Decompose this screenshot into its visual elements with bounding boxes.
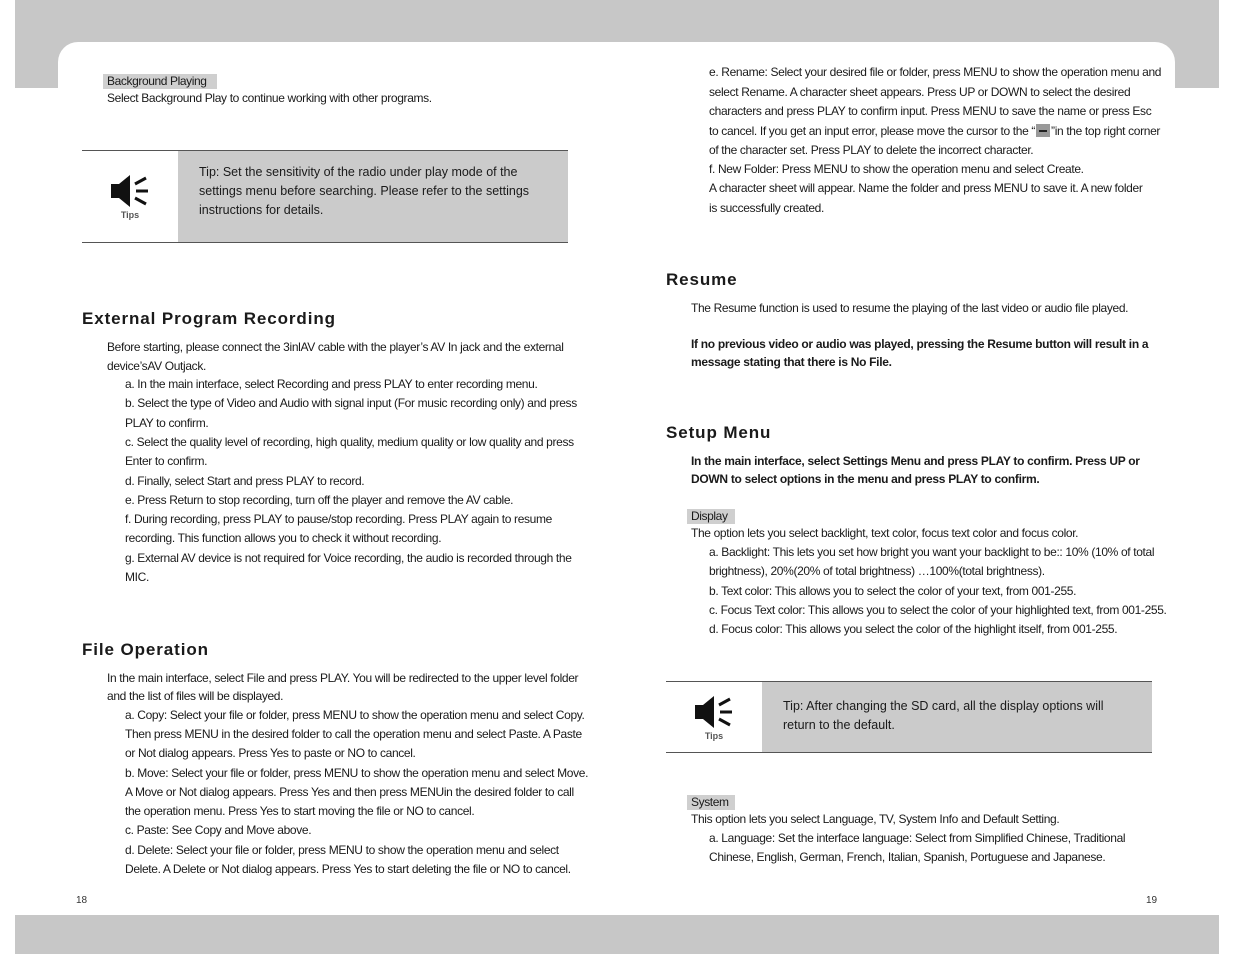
new-folder-line: f. New Folder: Press MENU to show the operation menu and select Create. <box>709 162 1084 176</box>
rename-text-part: ”in the top right corner <box>1051 124 1161 138</box>
setup-intro: DOWN to select options in the menu and press PLAY to confirm. <box>691 472 1040 486</box>
tip-text <box>762 682 1152 752</box>
file-line: b. Move: Select your file or folder, press MENU to show the operation menu and select Move. <box>125 766 589 780</box>
file-line: the operation menu. Press Yes to start moving the file or NO to cancel. <box>125 804 475 818</box>
ext-line: a. In the main interface, select Recording and press PLAY to enter recording menu. <box>125 377 538 391</box>
ext-line: c. Select the quality level of recording, high quality, medium quality or low quality and press <box>125 435 574 449</box>
ext-line: MIC. <box>125 570 149 584</box>
display-line: c. Focus Text color: This allows you to select the color of your highlighted text, from 001-255. <box>709 603 1167 617</box>
file-operation-heading: File Operation <box>82 640 209 659</box>
ext-line: Before starting, please connect the 3inlAV cable with the player’s AV In jack and the external <box>107 340 564 354</box>
display-tag: Display <box>687 509 735 524</box>
resume-heading: Resume <box>666 270 738 289</box>
system-line: This option lets you select Language, TV, System Info and Default Setting. <box>691 812 1060 826</box>
rename-line-cursor <box>709 122 1160 141</box>
tips-label: Tips <box>704 730 724 741</box>
tip-text <box>178 151 568 242</box>
rename-line: e. Rename: Select your desired file or folder, press MENU to show the operation menu and <box>709 65 1162 79</box>
file-line: or Not dialog appears. Press Yes to paste or NO to cancel. <box>125 746 416 760</box>
file-line: In the main interface, select File and press PLAY. You will be redirected to the upper level folder <box>107 671 579 685</box>
ext-line: e. Press Return to stop recording, turn off the player and remove the AV cable. <box>125 493 514 507</box>
tip-line: settings menu before searching. Please refer to the settings <box>199 184 530 198</box>
external-recording-heading: External Program Recording <box>82 309 336 328</box>
system-line: Chinese, English, German, French, Italian, Spanish, Portuguese and Japanese. <box>709 850 1106 864</box>
tip-icon-block <box>82 151 178 242</box>
display-line: d. Focus color: This allows you select the color of the highlight itself, from 001-255. <box>709 622 1118 636</box>
file-line: A Move or Not dialog appears. Press Yes and then press MENUin the desired folder to call <box>125 785 574 799</box>
file-line: c. Paste: See Copy and Move above. <box>125 823 312 837</box>
new-folder-line: is successfully created. <box>709 201 824 215</box>
ext-line: device’sAV Outjack. <box>107 359 206 373</box>
system-line: a. Language: Set the interface language: Select from Simplified Chinese, Traditional <box>709 831 1126 845</box>
ext-line: f. During recording, press PLAY to pause/stop recording. Press PLAY again to resume <box>125 512 552 526</box>
display-line: The option lets you select backlight, text color, focus text color and focus color. <box>691 526 1079 540</box>
file-line: a. Copy: Select your file or folder, press MENU to show the operation menu and select Copy. <box>125 708 585 722</box>
tip-icon-block <box>666 682 762 752</box>
rename-text-part: to cancel. If you get an input error, please move the cursor to the “ <box>709 124 1036 138</box>
tips-label: Tips <box>120 210 140 220</box>
rename-line: characters and press PLAY to confirm input. Press MENU to save the name or press Esc <box>709 104 1152 118</box>
ext-line: recording. This function allows you to check it without recording. <box>125 531 442 545</box>
speaker-icon <box>109 173 151 209</box>
tip-line: Tip: Set the sensitivity of the radio under play mode of the <box>199 165 518 179</box>
tip-box-radio <box>82 150 568 243</box>
background-playing-text: Select Background Play to continue working with other programs. <box>107 91 432 105</box>
setup-menu-heading: Setup Menu <box>666 423 772 442</box>
rename-line: select Rename. A character sheet appears. Press UP or DOWN to select the desired <box>709 85 1131 99</box>
display-line: b. Text color: This allows you to select the color of your text, from 001-255. <box>709 584 1077 598</box>
system-tag: System <box>687 795 735 810</box>
ext-line: PLAY to confirm. <box>125 416 209 430</box>
resume-note: message stating that there is No File. <box>691 355 892 369</box>
tip-line: instructions for details. <box>199 203 324 217</box>
tip-line: return to the default. <box>783 718 895 732</box>
backspace-arrow-icon <box>1036 124 1050 137</box>
ext-line: g. External AV device is not required for Voice recording, the audio is recorded through the <box>125 551 572 565</box>
background-playing-tag: Background Playing <box>103 74 217 89</box>
page-number-right: 19 <box>1146 895 1158 906</box>
file-line: Delete. A Delete or Not dialog appears. Press Yes to start deleting the file or NO to cancel. <box>125 862 571 876</box>
tip-box-sd-card <box>666 681 1152 753</box>
ext-line: Enter to confirm. <box>125 454 208 468</box>
display-line: a. Backlight: This lets you set how bright you want your backlight to be:: 10% (10% of total <box>709 545 1155 559</box>
new-folder-line: A character sheet will appear. Name the folder and press MENU to save it. A new folder <box>709 181 1143 195</box>
setup-intro: In the main interface, select Settings Menu and press PLAY to confirm. Press UP or <box>691 454 1140 468</box>
bottom-band <box>15 915 1219 954</box>
file-line: and the list of files will be displayed. <box>107 689 284 703</box>
file-line: d. Delete: Select your file or folder, press MENU to show the operation menu and select <box>125 843 559 857</box>
resume-note: If no previous video or audio was played, pressing the Resume button will result in a <box>691 337 1149 351</box>
ext-line: b. Select the type of Video and Audio with signal input (For music recording only) and press <box>125 396 577 410</box>
ext-line: d. Finally, select Start and press PLAY to record. <box>125 474 365 488</box>
resume-text: The Resume function is used to resume the playing of the last video or audio file played. <box>691 301 1129 315</box>
file-line: Then press MENU in the desired folder to call the operation menu and select Paste. A Paste <box>125 727 582 741</box>
rename-line: of the character set. Press PLAY to delete the incorrect character. <box>709 143 1034 157</box>
tip-line: Tip: After changing the SD card, all the display options will <box>783 699 1104 713</box>
speaker-icon <box>693 694 735 730</box>
page-number-left: 18 <box>76 895 88 906</box>
display-line: brightness), 20%(20% of total brightness) …100%(total brightness). <box>709 564 1045 578</box>
